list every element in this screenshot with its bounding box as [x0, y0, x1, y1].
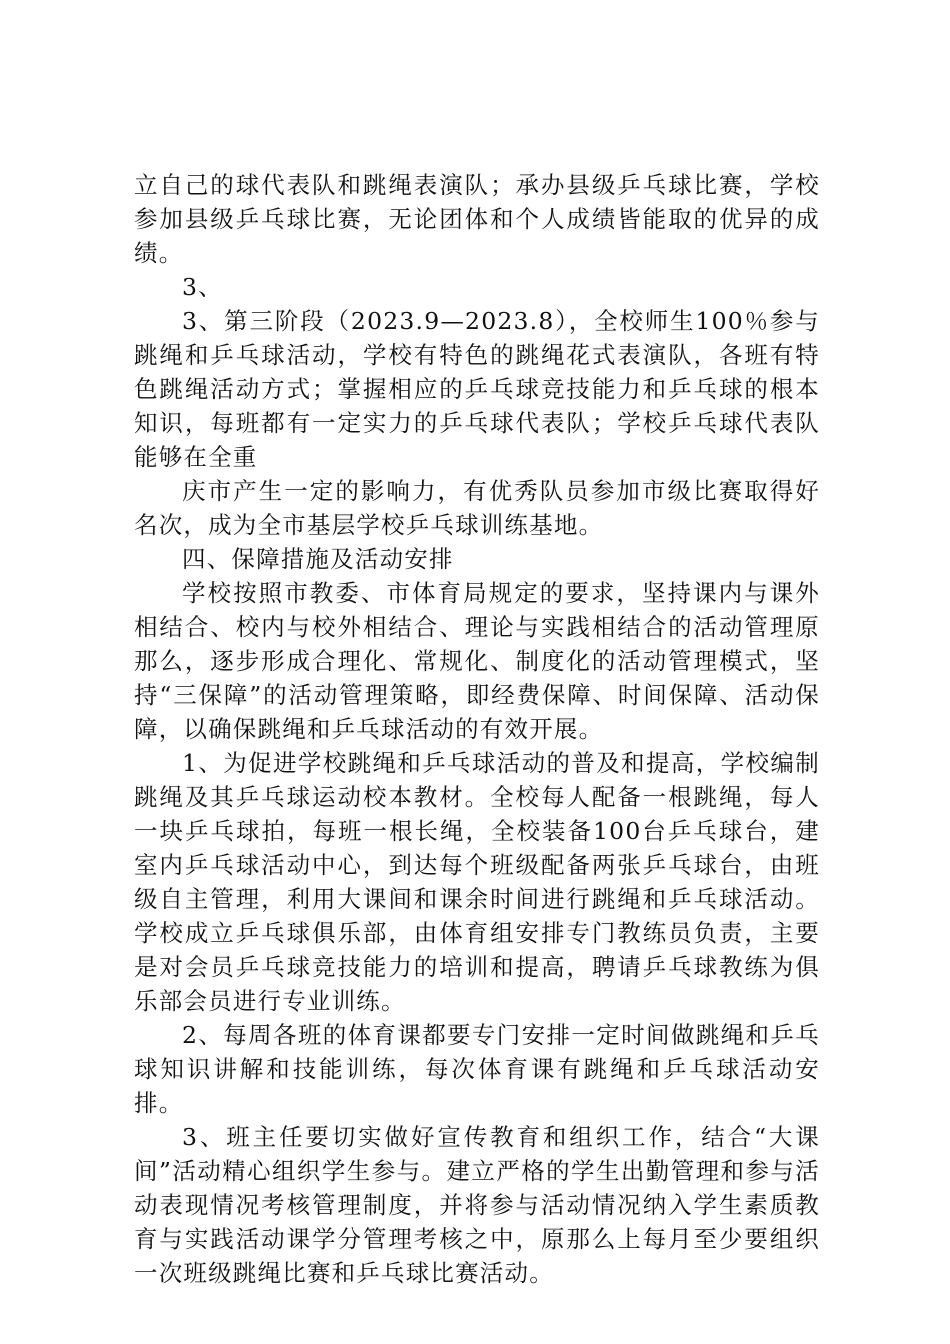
paragraph-continuation: 立自己的球代表队和跳绳表演队；承办县级乒乓球比赛，学校参加县级乒乓球比赛，无论团体和个人成绩皆能取的优异的成绩。	[134, 171, 820, 267]
paragraph-measure-3: 3、班主任要切实做好宣传教育和组织工作，结合“大课间”活动精心组织学生参与。建立严格的学生出勤管理和参与活动表现情况考核管理制度，并将参与活动情况纳入学生素质教育与实践活动课学分管理考核之中，原那么上每月至少要组织一次班级跳绳比赛和乒乓球比赛活动。	[134, 1123, 820, 1287]
document-body	[134, 168, 820, 1290]
section-heading-safeguards: 四、保障措施及活动安排	[182, 545, 454, 573]
paragraph-measure-1: 1、为促进学校跳绳和乒乓球活动的普及和提高，学校编制跳绳及其乒乓球运动校本教材。全校每人配备一根跳绳，每人一块乒乓球拍，每班一根长绳，全校装备100台乒乓球台，建室内乒乓球活动中心，到达每个班级配备两张乒乓球台，由班级自主管理，利用大课间和课余时间进行跳绳和乒乓球活动。学校成立乒乓球俱乐部，由体育组安排专门教练员负责，主要是对会员乒乓球竞技能力的培训和提高，聘请乒乓球教练为俱乐部会员进行专业训练。	[134, 749, 820, 1015]
paragraph-item-3-label: 3、	[182, 273, 223, 301]
paragraph-measure-2: 2、每周各班的体育课都要专门安排一定时间做跳绳和乒乓球知识讲解和技能训练，每次体育课有跳绳和乒乓球活动安排。	[134, 1021, 820, 1117]
paragraph-safeguards-intro: 学校按照市教委、市体育局规定的要求，坚持课内与课外相结合、校内与校外相结合、理论与实践相结合的活动管理原那么，逐步形成合理化、常规化、制度化的活动管理模式，坚持“三保障”的活动管理策略，即经费保障、时间保障、活动保障，以确保跳绳和乒乓球活动的有效开展。	[134, 579, 820, 743]
paragraph-stage-three: 3、第三阶段（2023.9—2023.8），全校师生100％参与跳绳和乒乓球活动，学校有特色的跳绳花式表演队，各班有特色跳绳活动方式；掌握相应的乒乓球竞技能力和乒乓球的根本知识，每班都有一定实力的乒乓球代表队；学校乒乓球代表队能够在全重	[134, 307, 820, 471]
paragraph-stage-three-cont: 庆市产生一定的影响力，有优秀队员参加市级比赛取得好名次，成为全市基层学校乒乓球训练基地。	[134, 477, 820, 539]
